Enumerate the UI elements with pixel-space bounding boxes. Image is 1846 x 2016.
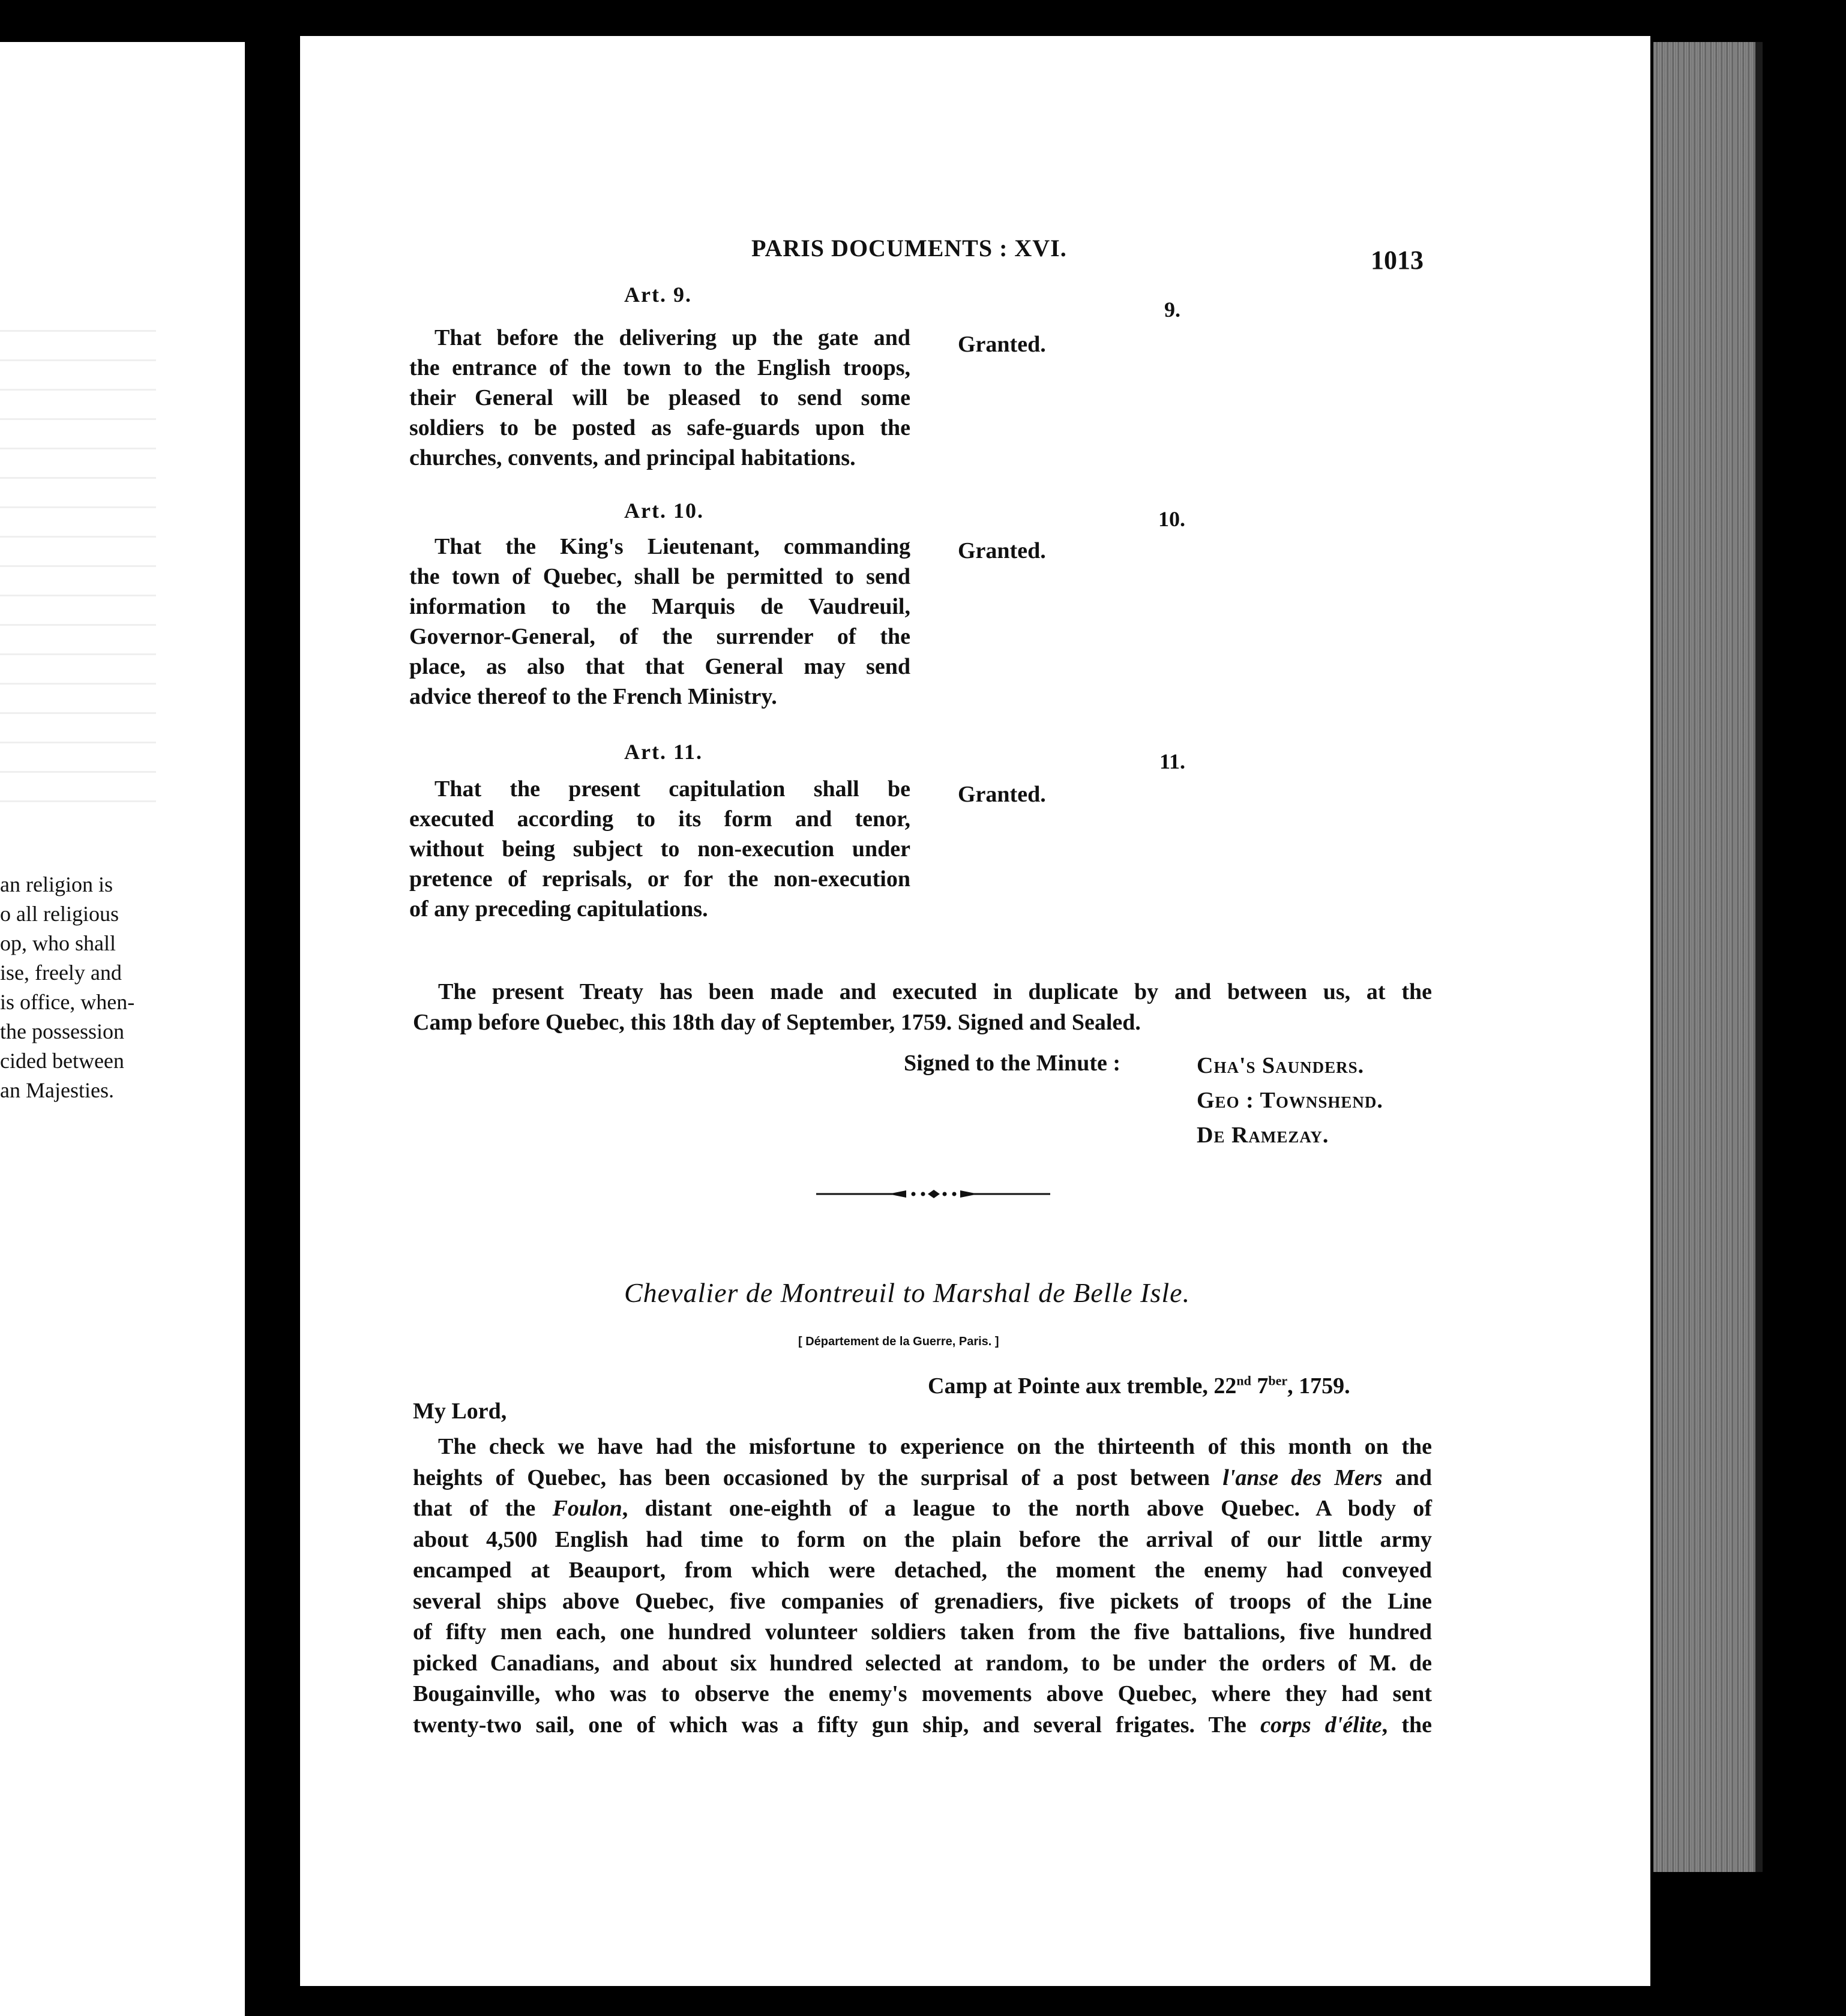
left-line: o all religious [0,902,119,926]
signatory: Geo : Townshend. [1197,1088,1383,1113]
letter-title: Chevalier de Montreuil to Marshal de Belle Isle. [624,1277,1191,1308]
article-line: pretence of reprisals, or for the non-execution [409,866,910,892]
left-line: an Majesties. [0,1078,114,1102]
article-title: Art. 10. [624,499,704,523]
page-edge-shadow [1755,42,1763,1872]
body-line: of fifty men each, one hundred volunteer soldiers taken from the five battalions, five hundred [413,1619,1432,1645]
article-title: Art. 9. [624,283,692,307]
body-line: picked Canadians, and about six hundred selected at random, to be under the orders of M. de [413,1650,1432,1676]
body-line: The check we have had the misfortune to experience on the thirteenth of this month on the [438,1434,1432,1459]
article-line: churches, convents, and principal habitations. [409,445,856,470]
body-line: that of the Foulon, distant one-eighth of a league to the north above Quebec. A body of [413,1496,1432,1521]
left-line: an religion is [0,872,113,896]
article-line: That the present capitulation shall be [434,776,910,802]
left-line: the possession [0,1019,124,1043]
left-line: op, who shall [0,931,116,955]
article-line: executed according to its form and tenor, [409,806,910,832]
article-line: That before the delivering up the gate and [434,325,910,350]
article-line: the town of Quebec, shall be permitted to send [409,564,910,589]
bleed-through-lines [0,330,156,830]
signed-label: Signed to the Minute : [904,1051,1120,1076]
article-response: Granted. [958,538,1046,563]
running-title: PARIS DOCUMENTS : XVI. [751,235,1067,262]
article-response: Granted. [958,332,1046,357]
body-line: twenty-two sail, one of which was a fifty gun ship, and several frigates. The corps d'élite, the [413,1712,1433,1738]
body-line: encamped at Beauport, from which were detached, the moment the enemy had conveyed [413,1558,1432,1583]
body-line: Bougainville, who was to observe the enemy's movements above Quebec, where they had sent [413,1681,1432,1706]
article-body [409,323,910,473]
signatory: De Ramezay. [1197,1123,1329,1148]
article-line: information to the Marquis de Vaudreuil, [409,594,910,619]
treaty-closing [413,977,1432,1038]
left-line: cided between [0,1049,124,1073]
page-fore-edge [1653,42,1755,1872]
article-line: advice thereof to the French Ministry. [409,684,777,709]
body-line: about 4,500 English had time to form on the plain before the arrival of our little army [413,1526,1432,1552]
article-number: 9. [1164,298,1180,322]
article-response: Granted. [958,782,1046,807]
letter-salutation: My Lord, [413,1399,507,1424]
article-line: their General will be pleased to send some [409,385,910,410]
treaty-line: Camp before Quebec, this 18th day of September, 1759. Signed and Sealed. [413,1010,1141,1035]
page-number: 1013 [1371,245,1424,275]
article-body [409,532,910,712]
article-line: Governor-General, of the surrender of the [409,624,910,649]
article-line: place, as also that that General may send [409,654,910,679]
article-body [409,774,910,924]
article-line: That the King's Lieutenant, commanding [434,534,910,559]
letter-body [413,1432,1432,1741]
article-title: Art. 11. [624,740,703,764]
body-line: several ships above Quebec, five companies of grenadiers, five pickets of troops of the Line [413,1588,1432,1614]
article-line: soldiers to be posted as safe-guards upon the [409,415,910,440]
left-page-text [0,870,240,1105]
article-number: 11. [1159,749,1186,773]
article-number: 10. [1158,507,1185,531]
article-line: the entrance of the town to the English troops, [409,355,910,380]
right-page [300,36,1650,1986]
signatory: Cha's Saunders. [1197,1053,1365,1078]
left-line: is office, when- [0,990,135,1014]
treaty-line: The present Treaty has been made and executed in duplicate by and between us, at the [438,979,1432,1004]
left-line: ise, freely and [0,961,122,985]
left-page [0,42,245,2016]
ornament-divider [816,1187,1050,1201]
letter-source: [ Département de la Guerre, Paris. ] [798,1335,999,1348]
article-line: without being subject to non-execution under [409,836,910,862]
article-line: of any preceding capitulations. [409,896,708,922]
body-line: heights of Quebec, has been occasioned by the surprisal of a post between l'anse des Mers and [413,1465,1432,1490]
letter-dateline: Camp at Pointe aux tremble, 22nd $7^{ber}$, 1759. [928,1373,1350,1399]
